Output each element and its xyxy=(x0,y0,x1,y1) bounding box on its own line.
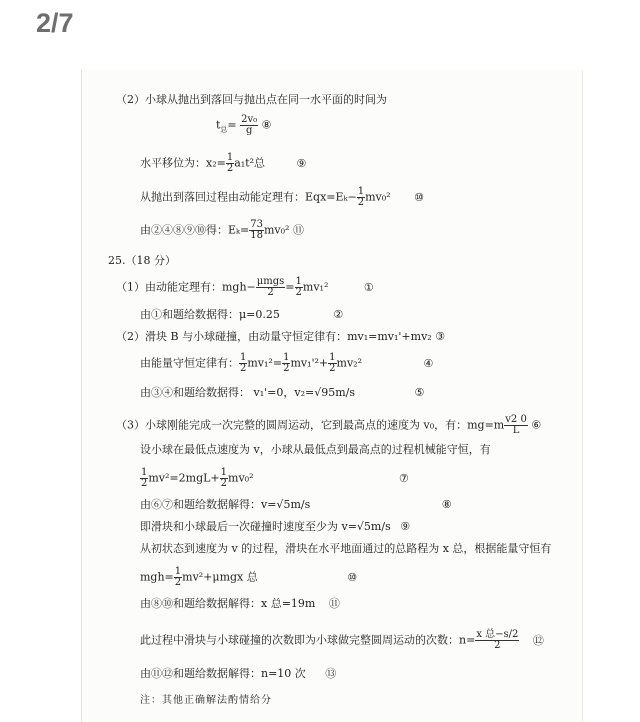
q25-1-den: 2 xyxy=(267,287,274,298)
eq9-num: 1 xyxy=(226,152,234,163)
eq8-mark: ⑧ xyxy=(261,118,272,132)
eq8-fraction xyxy=(240,115,258,136)
eq8-eq: = xyxy=(227,118,237,132)
q25-3-text: （3）小球刚能完成一次完整的圆周运动，它到最高点的速度为 v₀，有：mg=m xyxy=(116,418,505,432)
equation-10 xyxy=(140,187,424,208)
q25-1-tail: mv₁² xyxy=(302,280,329,294)
q25-3j-mark: ⑬ xyxy=(325,667,337,680)
q25-1-den2: 2 xyxy=(295,287,302,298)
eq10-mark: ⑩ xyxy=(414,190,424,204)
q25-2b-text: 由能量守恒定律有： xyxy=(140,356,239,370)
eq11-tail: mv₀² xyxy=(264,223,290,237)
q25-3g-text: mgh= xyxy=(140,570,174,584)
q25-2b-c: mv₂² xyxy=(336,356,362,370)
eq10-fraction xyxy=(357,187,365,208)
q25-part3-answer xyxy=(140,667,336,681)
equation-11 xyxy=(140,220,304,241)
eq11-den: 18 xyxy=(250,230,263,241)
q25-3g-fraction xyxy=(174,567,182,588)
eq9-text: 水平移位为：x₂= xyxy=(140,156,226,170)
q25-1b-mark: ② xyxy=(333,308,344,321)
q25-part3-energy-conservation xyxy=(140,567,357,588)
q25-1-num: μmgs xyxy=(256,276,285,287)
q25-3i-fraction xyxy=(475,630,519,651)
q25-part3-lowest-point: 设小球在最低点速度为 v，小球从最低点到最高点的过程机械能守恒，有 xyxy=(140,443,491,456)
q25-2b-den1: 2 xyxy=(240,363,247,374)
q25-1-mid: = xyxy=(285,280,295,294)
eq9-fraction xyxy=(226,153,234,174)
q25-3j-text: 由⑪⑫和题给数据解得：n=10 次 xyxy=(140,667,306,680)
eq11-fraction xyxy=(249,220,264,241)
q24-part2-intro: （2）小球从抛出到落回与抛出点在同一水平面的时间为 xyxy=(116,93,387,106)
q25-2b-den2: 2 xyxy=(283,363,290,374)
q25-3e-text: 即滑块和小球最后一次碰撞时速度至少为 v=√5m/s xyxy=(140,520,391,533)
q25-header: 25.（18 分） xyxy=(108,254,176,267)
q25-3c-frac2 xyxy=(220,468,228,489)
q25-3g-mark: ⑩ xyxy=(347,570,358,584)
eq8-num: 2v₀ xyxy=(241,114,258,125)
q25-1-mark: ① xyxy=(363,280,374,294)
eq9-den: 2 xyxy=(226,163,234,174)
q25-3d-text: 由⑥⑦和题给数据解得：v=√5m/s xyxy=(140,498,311,511)
eq8-t: t xyxy=(216,118,221,132)
q25-3c-den2: 2 xyxy=(220,478,228,489)
q25-3g-den: 2 xyxy=(174,577,182,588)
q25-2b-mark: ④ xyxy=(423,356,434,370)
q25-1-fraction xyxy=(256,277,286,298)
eq10-tail: mv₀² xyxy=(365,190,391,204)
q25-3g-tail: mv²+μmgx 总 xyxy=(182,570,258,584)
q25-part3-distance xyxy=(140,597,340,611)
q25-2b-frac3 xyxy=(328,353,336,374)
q25-2b-b: mv₁'²+ xyxy=(290,356,329,370)
eq10-num: 1 xyxy=(357,186,365,197)
q25-3h-mark: ⑪ xyxy=(328,597,340,610)
eq11-mark: ⑪ xyxy=(292,223,304,237)
document-page xyxy=(82,70,582,722)
q25-3d-mark: ⑧ xyxy=(441,498,452,511)
q25-2c-text: 由③④和题给数据得： v₁'=0，v₂=√95m/s xyxy=(140,386,355,399)
q25-3i-text: 此过程中滑块与小球碰撞的次数即为小球做完整圆周运动的次数：n= xyxy=(140,633,476,647)
q25-2b-den3: 2 xyxy=(329,363,336,374)
q25-2b-num1: 1 xyxy=(240,352,247,363)
eq10-den: 2 xyxy=(357,197,365,208)
eq11-text: 由②④⑧⑨⑩得：Eₖ= xyxy=(140,223,250,237)
q25-1b-text: 由①和题给数据得：μ=0.25 xyxy=(140,308,280,321)
q25-3c-num1: 1 xyxy=(141,467,148,478)
q25-part3-total-path: 从初状态到速度为 v 的过程，滑块在水平地面通过的总路程为 x 总，根据能量守恒有 xyxy=(140,542,552,555)
q25-part2-result xyxy=(140,386,424,400)
q25-3i-mark: ⑫ xyxy=(532,633,544,647)
q25-3e-mark: ⑨ xyxy=(400,520,411,533)
q25-3-fraction xyxy=(504,415,528,436)
q25-3h-text: 由⑧⑩和题给数据解得：x 总=19m xyxy=(140,597,316,610)
q25-2b-num3: 1 xyxy=(329,352,336,363)
q25-2-text: （2）滑块 B 与小球碰撞，由动量守恒定律有：mv₁=mv₁'+mv₂ xyxy=(116,330,432,343)
eq10-text: 从抛出到落回过程由动能定理有：Eqx=Eₖ− xyxy=(140,190,357,204)
q25-3-den: L xyxy=(512,425,520,436)
equation-9 xyxy=(140,153,306,174)
q25-part3-min-speed xyxy=(140,520,410,534)
q25-part3 xyxy=(116,415,541,436)
q25-3-mark: ⑥ xyxy=(531,418,542,432)
q25-1-fraction-2 xyxy=(295,277,303,298)
q25-2-mark: ③ xyxy=(435,330,446,343)
q25-part3-energy xyxy=(140,468,409,489)
eq9-mark: ⑨ xyxy=(296,156,307,170)
q25-1-text: （1）由动能定理有：mgh− xyxy=(116,280,256,294)
q25-2b-a: mv₁²= xyxy=(247,356,283,370)
q25-part3-count xyxy=(140,630,544,651)
eq8-sub: 总 xyxy=(220,125,228,134)
q25-part2 xyxy=(116,330,445,344)
q25-3c-b: mv₀² xyxy=(228,471,254,485)
q25-2c-mark: ⑤ xyxy=(414,386,425,399)
q25-part1-result xyxy=(140,308,343,322)
eq11-num: 73 xyxy=(250,219,263,230)
equation-8 xyxy=(216,115,272,137)
q25-3c-a: mv²=2mgL+ xyxy=(148,471,220,485)
q25-3g-num: 1 xyxy=(174,566,182,577)
page-indicator: 2/7 xyxy=(36,8,74,38)
q25-part1 xyxy=(116,277,374,298)
q25-part2-energy xyxy=(140,353,433,374)
eq9-tail: a₁t²总 xyxy=(234,156,266,170)
q25-1-num2: 1 xyxy=(295,276,302,287)
q25-3c-den1: 2 xyxy=(141,478,148,489)
q25-2b-num2: 1 xyxy=(283,352,290,363)
eq8-den: g xyxy=(245,125,253,136)
q25-3c-num2: 1 xyxy=(220,467,228,478)
grading-note: 注：其他正确解法酌情给分 xyxy=(140,695,272,706)
q25-3-num: v2 0 xyxy=(505,414,527,425)
q25-3c-mark: ⑦ xyxy=(398,471,409,485)
q25-3i-num: x 总−s/2 xyxy=(476,629,519,640)
q25-part3-velocity xyxy=(140,498,452,512)
q25-3i-den: 2 xyxy=(494,640,501,651)
